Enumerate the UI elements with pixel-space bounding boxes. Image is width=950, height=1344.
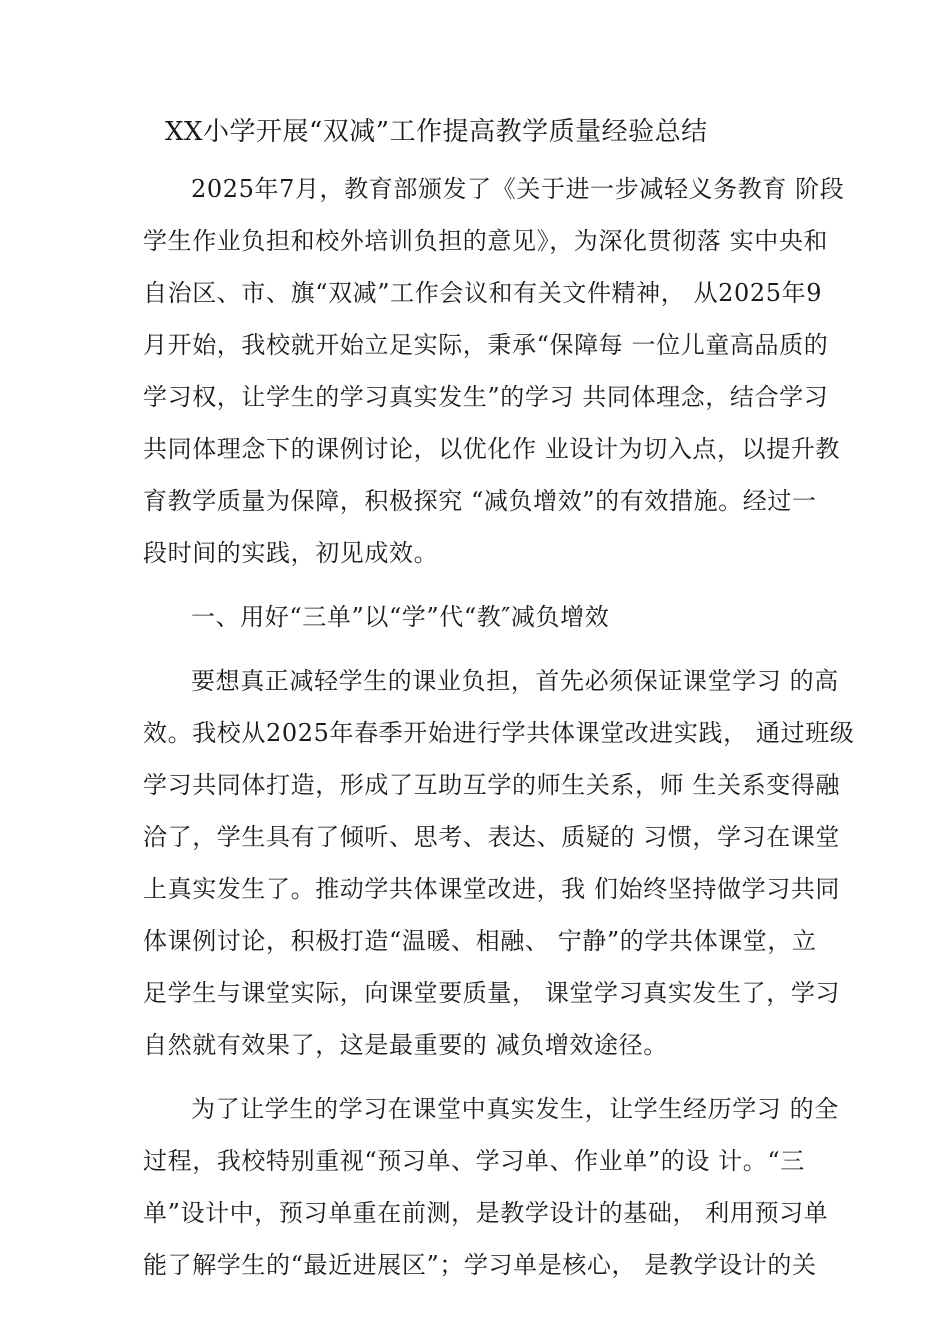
paragraph-line: 能了解学生的“最近进展区”；学习单是核心， 是教学设计的关: [143, 1251, 817, 1279]
paragraph-spacer: [143, 1071, 833, 1083]
paragraph-line: 自治区、市、旗“双减”工作会议和有关文件精神， 从2025年9: [143, 279, 823, 307]
paragraph: [143, 655, 855, 1071]
paragraph-line: 洽了，学生具有了倾听、思考、表达、质疑的 习惯，学习在课堂: [143, 823, 841, 851]
paragraph-line: 共同体理念下的课例讨论，以优化作 业设计为切入点，以提升教: [143, 435, 841, 463]
paragraph-line: 学生作业负担和校外培训负担的意见》，为深化贯彻落 实中央和: [143, 227, 829, 255]
paragraph-line: 月开始，我校就开始立足实际，秉承“保障每 一位儿童高品质的: [143, 331, 829, 359]
paragraph-line: 2025年7月，教育部颁发了《关于进一步减轻义务教育 阶段: [191, 175, 845, 203]
paragraph-line: 过程，我校特别重视“预习单、学习单、作业单”的设 计。“三: [143, 1147, 805, 1175]
document-title: XX小学开展“双减”工作提高教学质量经验总结: [165, 117, 708, 147]
paragraph-line: 单”设计中，预习单重在前测，是教学设计的基础， 利用预习单: [143, 1199, 829, 1227]
paragraph-spacer: [143, 643, 833, 655]
paragraph-line: 足学生与课堂实际，向课堂要质量， 课堂学习真实发生了，学习: [143, 979, 841, 1007]
paragraph-line: 自然就有效果了，这是最重要的 减负增效途径。: [143, 1031, 668, 1059]
section-heading: [143, 591, 833, 643]
paragraph: [143, 1083, 839, 1291]
heading-line: 一、用好“三单”以“学”代“教″减负增效: [191, 603, 610, 631]
paragraph-line: 学习共同体打造，形成了互助互学的师生关系，师 生关系变得融: [143, 771, 841, 799]
paragraph-line: 上真实发生了。推动学共体课堂改进，我 们始终坚持做学习共同: [143, 875, 841, 903]
paragraph-line: 体课例讨论，积极打造“温暖、相融、 宁静”的学共体课堂，立: [143, 927, 817, 955]
paragraph-line: 要想真正减轻学生的课业负担，首先必须保证课堂学习 的高: [191, 667, 839, 695]
paragraph-spacer: [143, 579, 833, 591]
paragraph: [143, 163, 845, 579]
paragraph-line: 效。我校从2025年春季开始进行学共体课堂改进实践， 通过班级: [143, 719, 855, 747]
document-body: [143, 163, 855, 1291]
paragraph-line: 学习权，让学生的学习真实发生”的学习 共同体理念，结合学习: [143, 383, 829, 411]
paragraph-line: 为了让学生的学习在课堂中真实发生，让学生经历学习 的全: [191, 1095, 839, 1123]
paragraph-line: 段时间的实践，初见成效。: [143, 539, 439, 567]
paragraph-line: 育教学质量为保障，积极探究 “减负增效”的有效措施。经过一: [143, 487, 817, 515]
